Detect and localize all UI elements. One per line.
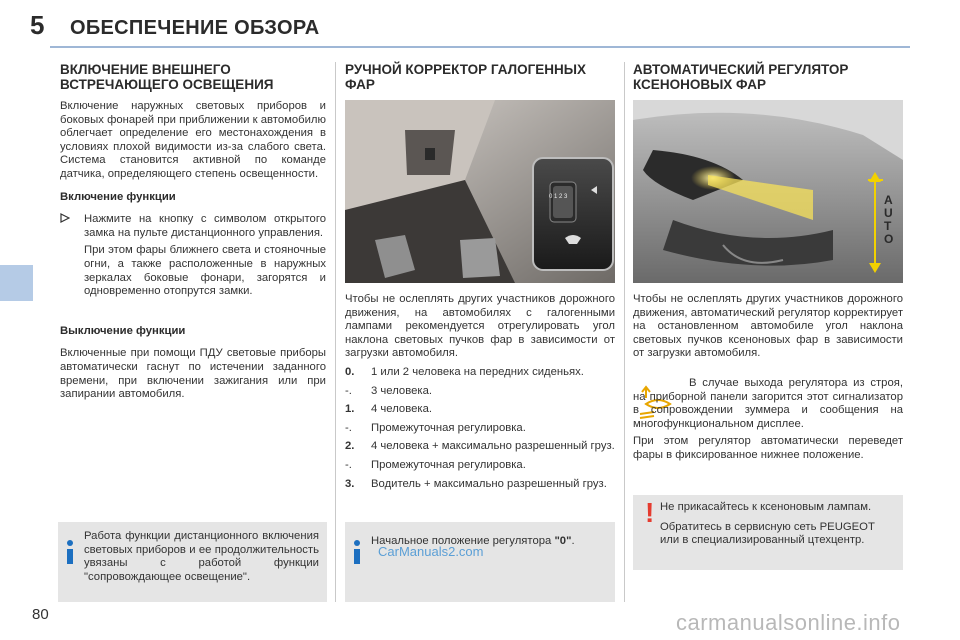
position-number: -. [345,384,352,397]
header-divider [50,46,910,48]
paragraph: Включение наружных световых приборов и боковых фонарей при приближении к автомобилю облегчает определение его местонахождения в условиях плохой видимости из-за слабого света. Система становится активной по команде датчика, определяющего степень освещенности. [60,100,326,180]
manual-corrector-body [345,293,615,496]
position-item [345,440,615,454]
chapter-title: ОБЕСПЕЧЕНИЕ ОБЗОРА [70,17,320,39]
position-text: 3 человека. [371,384,432,397]
position-item [345,366,615,380]
xenon-corrector-body [633,293,903,361]
position-list [345,366,615,491]
subheading: Включение функции [60,190,176,203]
position-text: Промежуточная регулировка. [371,458,526,471]
position-item [345,422,615,436]
bullet-text: Нажмите на кнопку с символом открытого замка на пульте дистанционного управления. [84,213,326,239]
warning-box [633,495,903,570]
paragraph: При этом регулятор автоматически переведет фары в фиксированное нижнее положение. [633,435,903,461]
section-title: РУЧНОЙ КОРРЕКТОР ГАЛОГЕННЫХ ФАР [345,62,586,92]
paragraph: При этом фары ближнего света и стояночные огни, а также расположенные в наружных зеркалах боковые фонари, загорятся и одновременно отопрутся замки. [84,244,326,298]
fault-description [633,377,903,463]
info-box [58,522,327,602]
position-item [345,459,615,473]
position-number: -. [345,458,352,471]
headlamp-photo [633,100,903,283]
position-text: 4 человека. [371,403,432,416]
chapter-side-tab [0,265,33,301]
position-number: 2. [345,440,355,453]
subheading: Выключение функции [60,324,186,337]
section-title: ВКЛЮЧЕНИЕ ВНЕШНЕГО ВСТРЕЧАЮЩЕГО ОСВЕЩЕНИЯ [60,62,274,92]
position-text: Промежуточная регулировка. [371,421,526,434]
paragraph: Чтобы не ослеплять других участников дорожного движения, на автомобилях с галогенными лампами рекомендуется отрегулировать угол наклона световых пучков фар в зависимости от загрузки автомобиля. [345,293,615,360]
column-divider [624,62,625,602]
bullet-item [60,213,326,240]
position-number: 0. [345,365,355,378]
info-icon [351,540,363,564]
watermark: CarManuals2.com [378,544,484,559]
position-number: 1. [345,403,355,416]
column-manual-headlamp [345,62,615,100]
position-text: 4 человека + максимально разрешенный груз. [371,440,615,453]
position-item [345,478,615,492]
warning-text: Обратитесь в сервисную сеть PEUGEOT или в специализированный цтехцентр. [660,520,875,547]
paragraph: Включенные при помощи ПДУ световые приборы автоматически гаснут по истечении заданного времени, при включении зажигания или при запирании автомобиля. [60,347,326,401]
position-item [345,403,615,417]
watermark-site: carmanualsonline.info [676,610,901,635]
column-welcome-lighting [60,62,326,402]
column-xenon-corrector [633,62,903,100]
position-number: 3. [345,477,355,490]
info-icon [64,540,76,564]
info-text: Начальное положение регулятора "0". [371,535,575,547]
page-number: 80 [32,606,49,623]
column-divider [335,62,336,602]
position-text: Водитель + максимально разрешенный груз. [371,477,607,490]
interior-photo [345,100,615,283]
position-item [345,385,615,399]
position-text: 1 или 2 человека на передних сиденьях. [371,365,584,378]
info-text: Работа функции дистанционного включения световых приборов и ее продолжительность увязаны с работой функции "сопровождающее освещение". [84,530,319,583]
arrow-bullet-icon [60,213,84,240]
info-box [345,522,615,602]
auto-label: AUTO [884,193,894,246]
section-title: АВТОМАТИЧЕСКИЙ РЕГУЛЯТОР КСЕНОНОВЫХ ФАР [633,62,849,92]
paragraph: Чтобы не ослеплять других участников дорожного движения, автоматический регулятор корректирует на остановленном автомобиле угол наклона световых пучков ксеноновых фар в зависимости от загрузки автомобиля. [633,293,903,360]
svg-text:0 1 2 3: 0 1 2 3 [549,194,568,200]
warning-text: Не прикасайтесь к ксеноновым лампам. [660,501,872,513]
chapter-number: 5 [30,10,45,40]
warning-icon: ! [645,497,655,528]
paragraph: В случае выхода регулятора из строя, на приборной панели загорится этот сигнализатор в сопровождении зуммера и сообщения на многофункциональном дисплее. [633,377,903,430]
position-number: -. [345,421,352,434]
